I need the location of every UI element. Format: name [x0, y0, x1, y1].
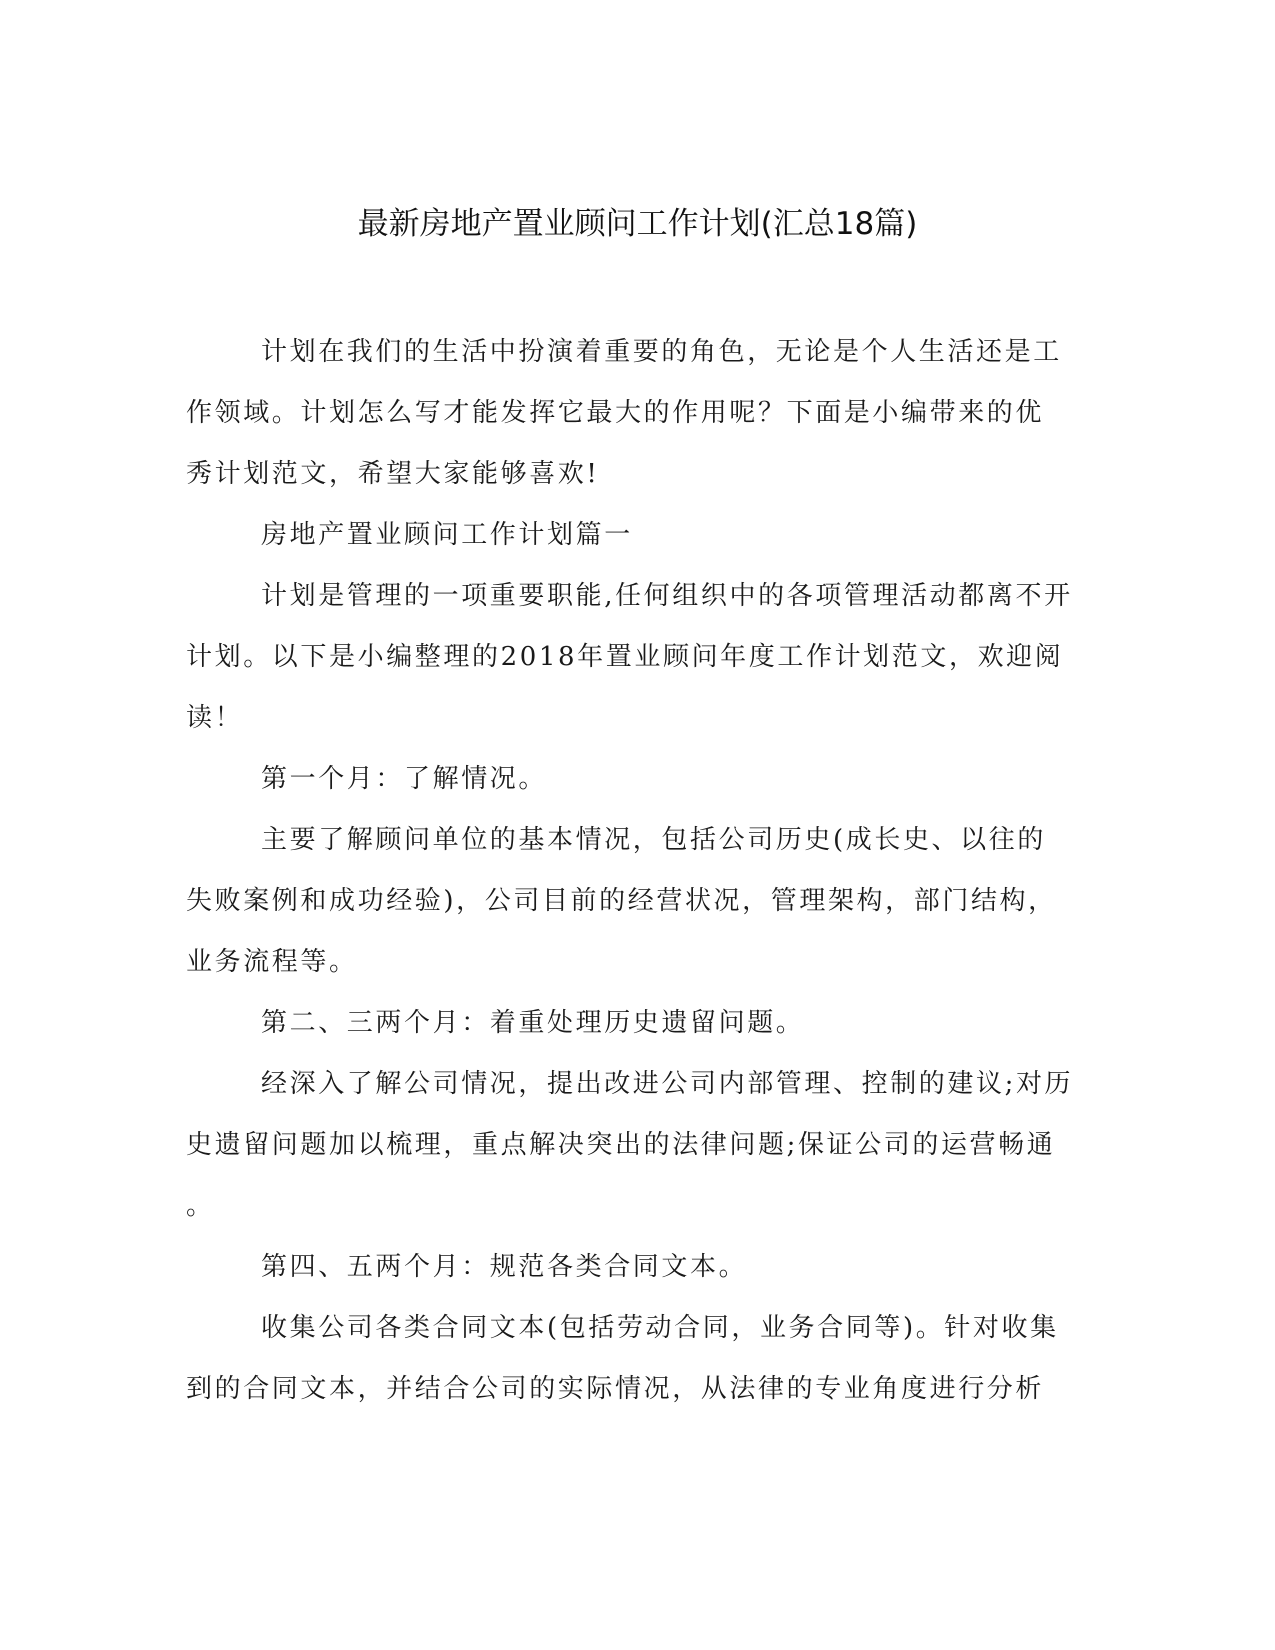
- paragraph-line: 到的合同文本，并结合公司的实际情况，从法律的专业角度进行分析: [186, 1374, 1045, 1404]
- paragraph-line: 第四、五两个月：规范各类合同文本。: [261, 1252, 748, 1282]
- paragraph-line: 收集公司各类合同文本(包括劳动合同，业务合同等)。针对收集: [261, 1313, 1059, 1343]
- paragraph: [186, 1237, 1066, 1298]
- paragraph-line: 房地产置业顾问工作计划篇一: [261, 520, 633, 550]
- paragraph-line: 经深入了解公司情况，提出改进公司内部管理、控制的建议;对历: [261, 1069, 1074, 1099]
- paragraph-line: 主要了解顾问单位的基本情况，包括公司历史(成长史、以往的: [261, 825, 1046, 855]
- paragraph-line: 计划。以下是小编整理的2018年置业顾问年度工作计划范文，欢迎阅: [186, 642, 1064, 672]
- paragraph-line: 第二、三两个月：着重处理历史遗留问题。: [261, 1008, 805, 1038]
- document-body: [186, 322, 1074, 1420]
- paragraph-line: 计划在我们的生活中扮演着重要的角色，无论是个人生活还是工: [261, 337, 1062, 367]
- paragraph-line: 计划是管理的一项重要职能,任何组织中的各项管理活动都离不开: [261, 581, 1073, 611]
- paragraph: [186, 810, 1066, 993]
- paragraph-line: 业务流程等。: [186, 947, 358, 977]
- paragraph-line: 史遗留问题加以梳理，重点解决突出的法律问题;保证公司的运营畅通: [186, 1130, 1056, 1160]
- paragraph-line: 作领域。计划怎么写才能发挥它最大的作用呢？下面是小编带来的优: [186, 398, 1045, 428]
- document-title: 最新房地产置业顾问工作计划(汇总18篇): [357, 206, 918, 242]
- paragraph: [186, 1054, 1074, 1237]
- paragraph-line: 秀计划范文，希望大家能够喜欢!: [186, 459, 600, 489]
- paragraph-line: 。: [186, 1191, 215, 1221]
- paragraph-intro: [186, 322, 1066, 505]
- paragraph: [186, 993, 1066, 1054]
- paragraph: [186, 749, 1066, 810]
- paragraph: [186, 1298, 1066, 1420]
- paragraph: [186, 566, 1073, 749]
- paragraph-line: 读！: [186, 703, 244, 733]
- section-heading: [186, 505, 1066, 566]
- paragraph-line: 失败案例和成功经验)，公司目前的经营状况，管理架构，部门结构，: [186, 886, 1057, 916]
- paragraph-line: 第一个月：了解情况。: [261, 764, 548, 794]
